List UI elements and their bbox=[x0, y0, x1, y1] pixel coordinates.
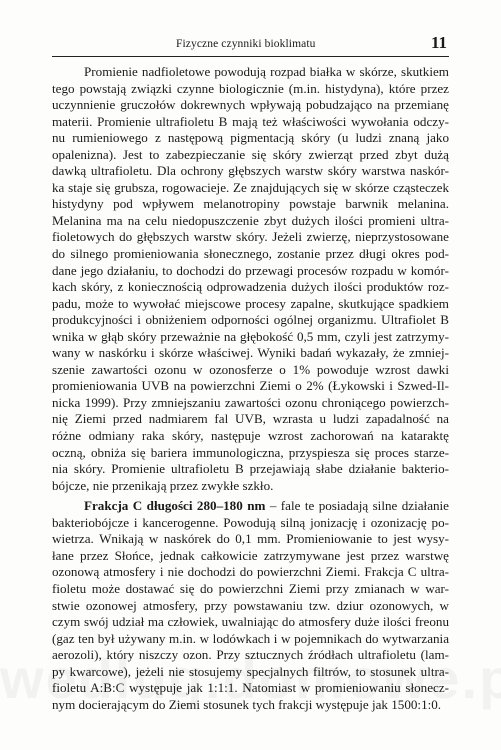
text-line: py kwarcowe), jeżeli nie stosujemy specjalnych filtrów, to stosunek ultra- bbox=[52, 663, 449, 679]
text-line: stwie ozonowej atmosfery, przy powstawaniu tzw. dziur ozonowych, w bbox=[52, 597, 449, 613]
text-line: nym docierającym do Ziemi stosunek tych frakcji występuje jak 1500:1:0. bbox=[52, 696, 442, 712]
text-line: opalenizna). Jest to zabezpieczanie się skóry zwierząt przed zbyt dużą bbox=[52, 146, 449, 162]
text-line: łane przez Słońce, jednak całkowicie zatrzymywane jest przez warstwę bbox=[52, 547, 449, 563]
text-line: fioletowych do głębszych warstw skóry. Jeżeli zwierzę, nieprzystosowane bbox=[52, 229, 449, 245]
text-line: dawką ultrafioletu. Dla ochrony głębszych warstw skóry warstwa naskór- bbox=[52, 163, 449, 179]
text-line: aerozoli), który niszczy ozon. Przy sztucznych źródłach ultrafioletu (lam- bbox=[52, 647, 449, 663]
text-line: Promienie nadfioletowe powodują rozpad białka w skórze, skutkiem bbox=[84, 64, 449, 79]
text-line: wietrza. Wnikają w naskórek do 0,1 mm. Promieniowanie to jest wysy- bbox=[52, 531, 449, 547]
text-line: ozonową atmosfery i nie dochodzi do powierzchni Ziemi. Frakcja C ultra- bbox=[52, 564, 449, 580]
text-line: do silnego promieniowania słonecznego, zostanie przez długi okres pod- bbox=[52, 246, 449, 262]
paragraph-ultraviolet-b bbox=[52, 64, 449, 494]
fraction-c-lead-text: – fale te posiadają silne działanie bbox=[265, 498, 449, 514]
text-line: (gaz ten był używany m.in. w lodówkach i w pojemnikach do wytwarzania bbox=[52, 630, 449, 646]
text-line: uczynnienie gruczołów dokrewnych wpływają pobudzająco na przemianę bbox=[52, 97, 449, 113]
paragraph-fraction-c bbox=[52, 498, 449, 713]
text-line: nicka 1999). Przy zmniejszaniu zawartości ozonu chroniącego powierzch- bbox=[52, 394, 449, 410]
text-line: różne odmiany raka skóry, następuje wzrost zachorowań na kataraktę bbox=[52, 428, 449, 444]
text-line: wnika w głąb skóry przeważnie na głębokość 0,5 mm, czyli jest zatrzymy- bbox=[52, 328, 449, 344]
text-line: bójcze, nie przenikają przez zwykłe szkło. bbox=[52, 477, 274, 493]
text-line: oczną, obniża się bariera immunologiczna, przyspiesza się proces starze- bbox=[52, 444, 449, 460]
text-line: Melanina ma na celu niedopuszczenie zbyt dużych ilości promieni ultra- bbox=[52, 212, 449, 228]
text-line: wany w naskórku i skórze właściwej. Wyniki badań wykazały, że zmniej- bbox=[52, 345, 449, 361]
text-line: tego powstają związki czynne biologicznie (m.in. histydyna), które przez bbox=[52, 80, 449, 96]
text-line: kach skóry, z koniecznością odprowadzenia dużych ilości produktów roz- bbox=[52, 279, 449, 295]
text-line: szenie zawartości ozonu w ozonosferze o 1% powoduje wzrost dawki bbox=[52, 361, 449, 377]
text-line: fioletu może dostawać się do powierzchni Ziemi przy zmianach w war- bbox=[52, 580, 449, 596]
text-line: bakteriobójcze i kancerogenne. Powodują silną jonizację i ozonizację po- bbox=[52, 514, 449, 530]
body-text bbox=[52, 64, 449, 713]
fraction-c-heading: Frakcja C długości 280–180 nm bbox=[84, 498, 266, 514]
text-line: nia skóry. Promienie ultrafioletu B przejawiają słabe działanie bakterio- bbox=[52, 461, 449, 477]
text-line: fioletu A:B:C występuje jak 1:1:1. Natomiast w promieniowaniu słonecz- bbox=[52, 680, 449, 696]
running-header bbox=[52, 34, 449, 57]
text-line: histydyny pod wpływem melanotropiny powstaje barwnik melanina. bbox=[52, 196, 449, 212]
header-title: Fizyczne czynniki bioklimatu bbox=[176, 38, 316, 50]
text-line: ka staje się grubsza, rogowacieje. Ze znajdujących się w skórze cząsteczek bbox=[52, 179, 449, 195]
text-line: nię Ziemi przed nadmiarem fal UVB, wzrasta u ludzi zapadalność na bbox=[52, 411, 449, 427]
text-line: promieniowania UVB na powierzchni Ziemi o 2% (Łykowski i Szwed-Il- bbox=[52, 378, 449, 394]
text-line: materii. Promienie ultrafioletu B mają też właściwości wywołania odczy- bbox=[52, 113, 449, 129]
text-line: produkcyjności i obniżeniem odporności ogólnej organizmu. Ultrafiolet B bbox=[52, 312, 449, 328]
paragraph-lead-line bbox=[52, 498, 449, 515]
text-line: dane jego działaniu, to dochodzi do przewagi procesów rozpadu w komór- bbox=[52, 262, 449, 278]
text-line: padu, może to wywołać miejscowe procesy zapalne, skutkujące spadkiem bbox=[52, 295, 449, 311]
text-line: czym swój udział ma człowiek, uwalniając do atmosfery duże ilości freonu bbox=[52, 614, 449, 630]
text-line: nu rumieniowego z następową pigmentacją skóry (u ludzi znaną jako bbox=[52, 130, 449, 146]
page-number: 11 bbox=[430, 33, 447, 52]
